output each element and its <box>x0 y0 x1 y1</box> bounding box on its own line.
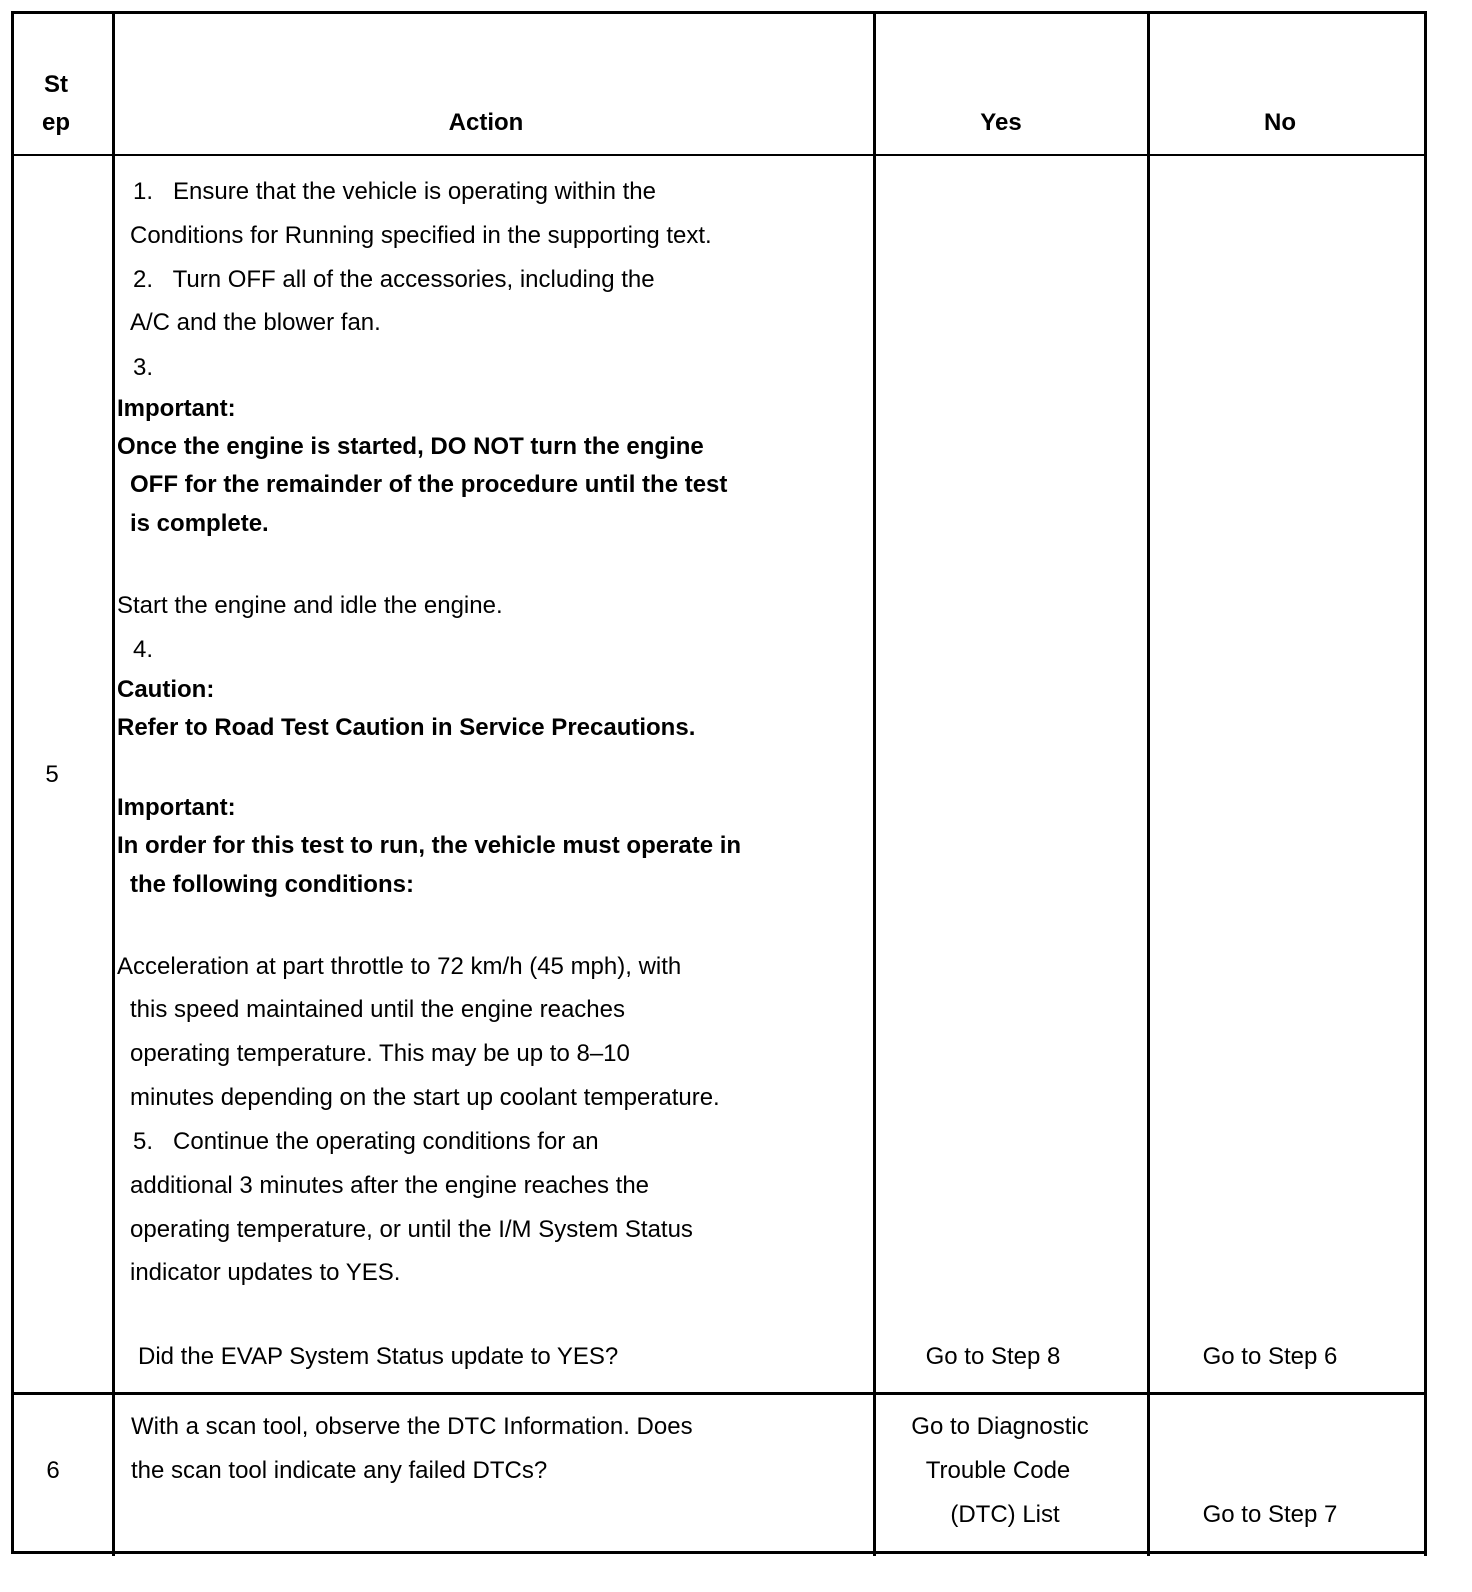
column-divider <box>1147 11 1150 1556</box>
caution-text: Refer to Road Test Caution in Service Precautions. <box>117 714 696 741</box>
header-no: No <box>1264 109 1296 136</box>
action-line: operating temperature, or until the I/M System Status <box>130 1216 693 1243</box>
action-line: 4. <box>133 636 154 663</box>
action-line: minutes depending on the start up coolant temperature. <box>130 1084 720 1111</box>
important-text: the following conditions: <box>130 871 414 898</box>
action-line: Start the engine and idle the engine. <box>117 592 503 619</box>
action-line: the scan tool indicate any failed DTCs? <box>131 1457 548 1484</box>
step-number: 6 <box>46 1457 60 1484</box>
header-action: Action <box>448 109 524 136</box>
action-line: 1. Ensure that the vehicle is operating within the <box>133 178 656 205</box>
action-line: additional 3 minutes after the engine reaches the <box>130 1172 650 1199</box>
important-text: Once the engine is started, DO NOT turn the engine <box>117 433 704 460</box>
column-divider <box>873 11 876 1556</box>
action-line: A/C and the blower fan. <box>130 309 381 336</box>
important-label: Important: <box>117 395 236 422</box>
row-divider <box>11 1392 1427 1395</box>
table-border-bottom <box>11 1551 1427 1554</box>
action-line: 3. <box>133 354 154 381</box>
yes-link-step-8[interactable]: Go to Step 8 <box>925 1343 1061 1370</box>
header-yes: Yes <box>980 109 1022 136</box>
important-text: OFF for the remainder of the procedure until the test <box>130 471 728 498</box>
action-line: Acceleration at part throttle to 72 km/h (45 mph), with <box>117 953 682 980</box>
important-text: is complete. <box>130 510 269 537</box>
no-link-step-7[interactable]: Go to Step 7 <box>1202 1501 1338 1528</box>
table-border-right <box>1424 11 1427 1556</box>
action-line: this speed maintained until the engine reaches <box>130 996 625 1023</box>
important-text: In order for this test to run, the vehicle must operate in <box>117 832 742 859</box>
header-divider <box>11 154 1427 156</box>
header-step: ep <box>41 109 71 136</box>
action-line: operating temperature. This may be up to 8–10 <box>130 1040 630 1067</box>
action-line: 2. Turn OFF all of the accessories, including the <box>133 266 655 293</box>
question: Did the EVAP System Status update to YES? <box>138 1343 619 1370</box>
yes-link-line[interactable]: (DTC) List <box>950 1501 1060 1528</box>
action-line: 5. Continue the operating conditions for an <box>133 1128 599 1155</box>
yes-link-line[interactable]: Go to Diagnostic <box>911 1413 1089 1440</box>
header-step: St <box>44 71 68 98</box>
caution-label: Caution: <box>117 676 215 703</box>
column-divider <box>112 11 115 1556</box>
no-link-step-6[interactable]: Go to Step 6 <box>1202 1343 1338 1370</box>
important-label: Important: <box>117 794 236 821</box>
table-border-left <box>11 11 14 1554</box>
action-line: indicator updates to YES. <box>130 1259 401 1286</box>
step-number: 5 <box>45 761 59 788</box>
yes-link-line[interactable]: Trouble Code <box>925 1457 1071 1484</box>
action-line: Conditions for Running specified in the supporting text. <box>130 222 712 249</box>
action-line: With a scan tool, observe the DTC Information. Does <box>131 1413 693 1440</box>
table-border-top <box>11 11 1427 14</box>
